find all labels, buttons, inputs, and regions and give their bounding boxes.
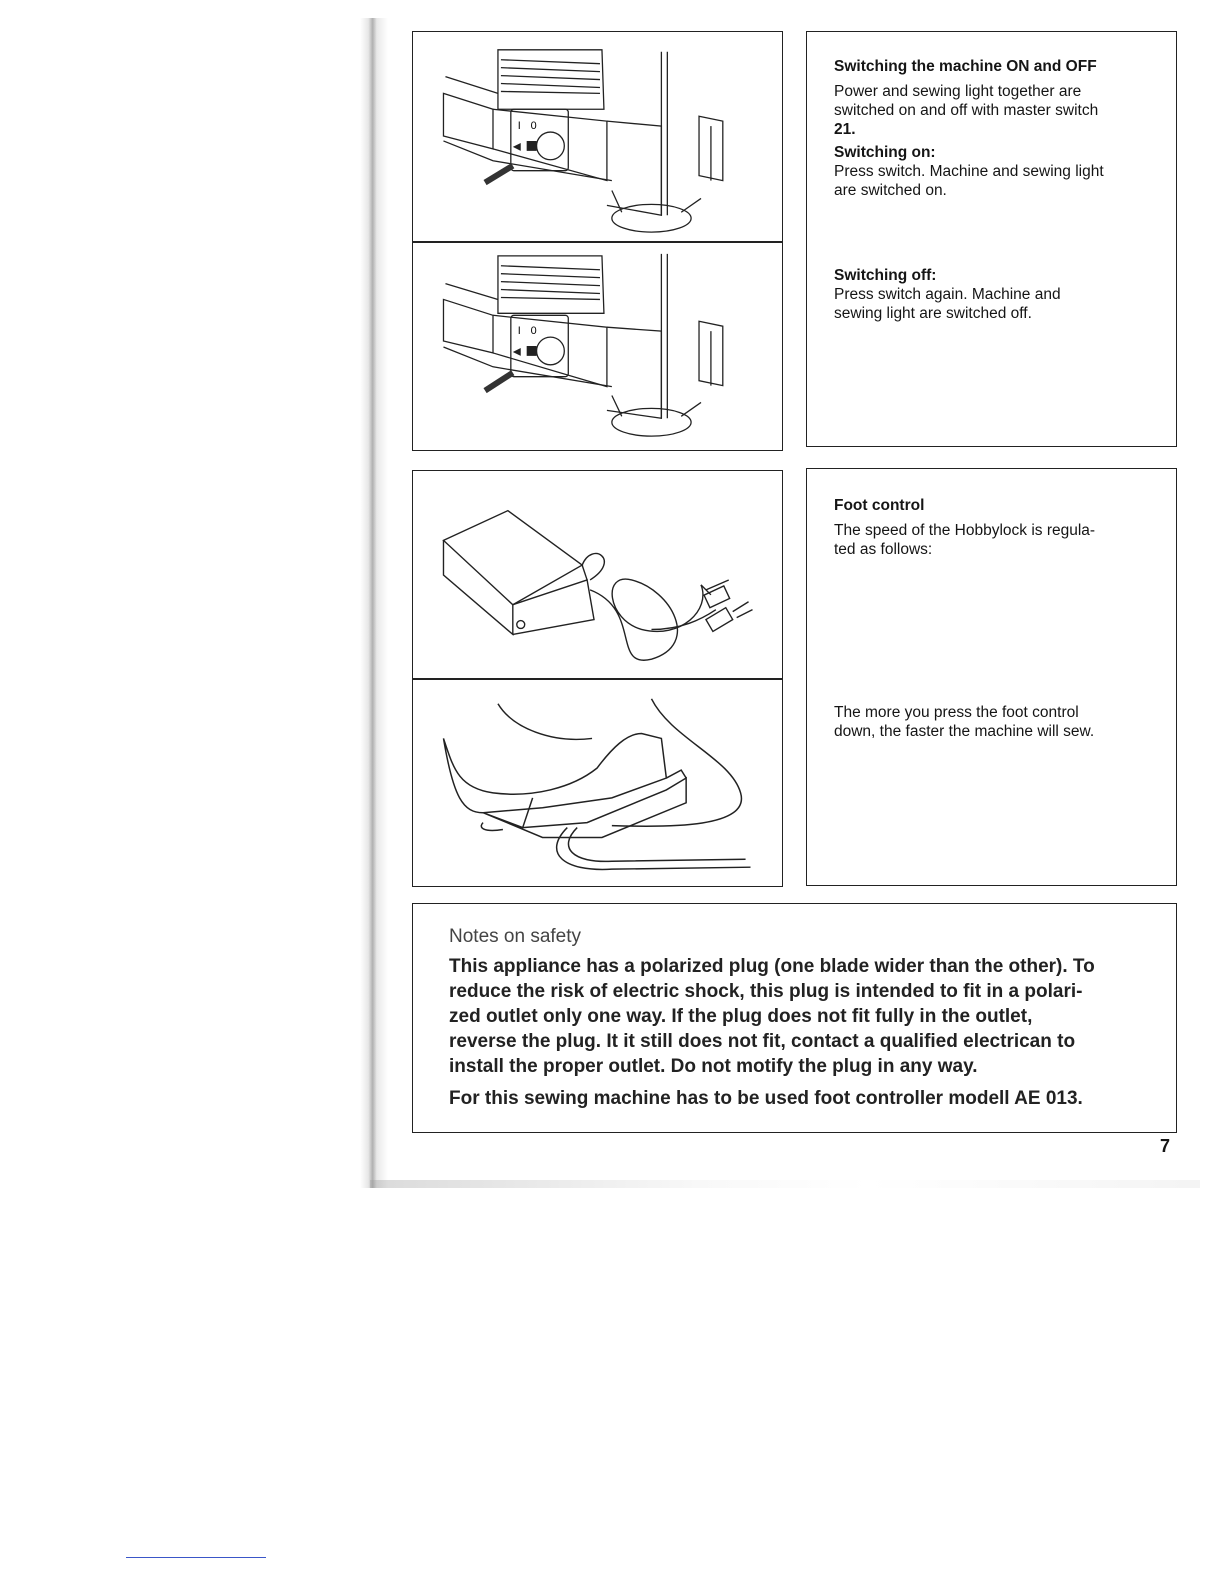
switch-number: 21. — [834, 121, 856, 138]
switching-off-line-1: Press switch again. Machine and — [834, 286, 1061, 303]
foot-control-title: Foot control — [834, 497, 925, 514]
switching-intro-2: switched on and off with master switch — [834, 102, 1099, 119]
foot-control-more-1: The more you press the foot control — [834, 704, 1079, 721]
scan-edge — [370, 1180, 1200, 1188]
switching-off-line-2: sewing light are switched off. — [834, 305, 1032, 322]
page-number: 7 — [1160, 1136, 1171, 1156]
foot-control-illustration — [413, 471, 782, 679]
switching-on-line-1: Press switch. Machine and sewing light — [834, 163, 1104, 180]
shoe-on-pedal-illustration — [413, 679, 782, 886]
press-arrow-icon — [485, 166, 513, 183]
machine-switch-on-illustration — [413, 32, 782, 242]
safety-line-2: reduce the risk of electric shock, this plug is intended to fit in a polari- — [449, 981, 1083, 1002]
switching-text-box — [806, 31, 1177, 447]
machine-switch-off-illustration — [413, 242, 782, 450]
figure-shoe-on-pedal — [412, 678, 783, 887]
safety-line-6: For this sewing machine has to be used foot controller modell AE 013. — [449, 1088, 1083, 1109]
safety-body — [449, 954, 1159, 1079]
bottom-rule — [126, 1557, 266, 1558]
switching-on-line-2: are switched on. — [834, 182, 947, 199]
safety-line-4: reverse the plug. It it still does not fit, contact a qualified electrican to — [449, 1031, 1076, 1052]
safety-line-5: install the proper outlet. Do not motify the plug in any way. — [449, 1056, 978, 1077]
switch-label-zero: 0 — [530, 120, 537, 133]
page-binding-shadow — [360, 18, 388, 1188]
power-symbol-icon — [513, 346, 537, 356]
figure-switch-off — [412, 241, 783, 451]
safety-heading: Notes on safety — [449, 926, 582, 947]
switch-label-zero: 0 — [530, 325, 537, 338]
foot-control-line-1: The speed of the Hobbylock is regula- — [834, 522, 1096, 539]
switching-intro-1: Power and sewing light together are — [834, 83, 1082, 100]
foot-control-more-2: down, the faster the machine will sew. — [834, 723, 1095, 740]
switching-title: Switching the machine ON and OFF — [834, 58, 1097, 75]
figure-switch-on — [412, 31, 783, 243]
switch-label-one: I — [517, 325, 521, 338]
foot-control-line-2: ted as follows: — [834, 541, 933, 558]
switching-off-heading: Switching off: — [834, 267, 937, 284]
press-arrow-icon — [485, 373, 513, 391]
power-symbol-icon — [513, 141, 537, 151]
foot-control-text-box — [806, 468, 1177, 886]
switching-on-heading: Switching on: — [834, 144, 936, 161]
safety-line-1: This appliance has a polarized plug (one blade wider than the other). To — [449, 956, 1095, 977]
safety-line-3: zed outlet only one way. If the plug does not fit fully in the outlet, — [449, 1006, 1033, 1027]
figure-foot-control — [412, 470, 783, 680]
safety-notes-box — [412, 903, 1177, 1133]
switch-label-one: I — [517, 120, 521, 133]
